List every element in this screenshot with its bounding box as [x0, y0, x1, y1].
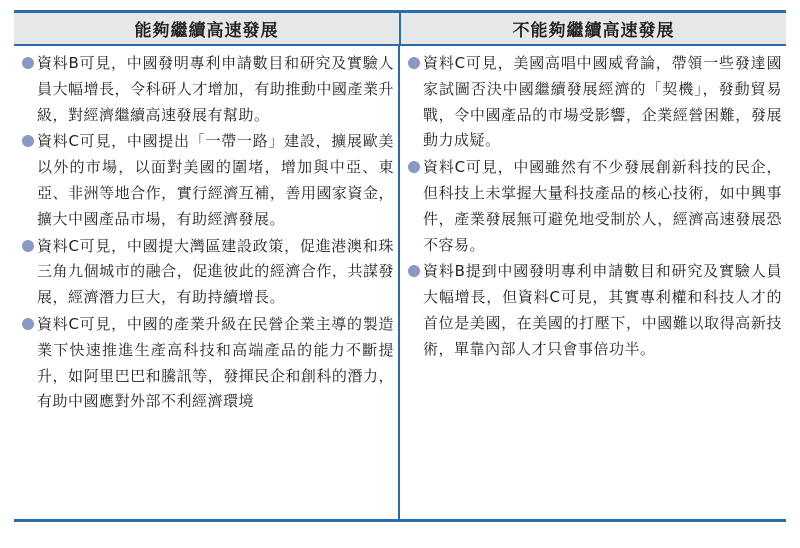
column-cannot-sustain [400, 46, 786, 519]
bullet-icon [22, 135, 34, 147]
list-item-text: 資料C可見，中國提大灣區建設政策，促進港澳和珠三角九個城市的融合，促進彼此的經濟合作，共謀發展，經濟潛力巨大，有助持續增長。 [37, 236, 394, 307]
bullet-icon [408, 57, 420, 69]
list-item [22, 51, 394, 128]
bullet-icon [22, 318, 34, 330]
list-item [22, 129, 394, 232]
list-item [22, 312, 394, 415]
list-item [22, 234, 394, 311]
list-item-text: 資料B提到中國發明專利申請數目和研究及實驗人員大幅增長，但資料C可見，其實專利權和科技人才的首位是美國，在美國的打壓下，中國難以取得高新技術，單靠內部人才只會事倍功半。 [423, 262, 782, 358]
list-item [408, 155, 782, 258]
column-can-sustain [14, 46, 400, 519]
list-item-text: 資料B可見，中國發明專利申請數目和研究及實驗人員大幅增長，令科研人才增加，有助推動中國產業升級，對經濟繼續高速發展有幫助。 [37, 54, 394, 124]
bullet-icon [22, 240, 34, 252]
list-item-text: 資料C可見，中國提出「一帶一路」建設，擴展歐美以外的市場，以面對美國的圍堵，增加與中亞、東亞、非洲等地合作，實行經濟互補，善用國家資金，擴大中國產品市場，有助經濟發展。 [37, 132, 394, 228]
table-body-row [14, 46, 786, 519]
table-header-row [14, 13, 786, 46]
list-item-text: 資料C可見，中國雖然有不少發展創新科技的民企，但科技上未掌握大量科技產品的核心技術，如中興事件，產業發展無可避免地受制於人，經濟高速發展恐不容易。 [423, 158, 782, 254]
bullet-icon [22, 57, 34, 69]
comparison-table [14, 10, 786, 522]
list-item [408, 51, 782, 154]
header-cannot-sustain: 不能夠繼續高速發展 [512, 21, 675, 41]
list-item-text: 資料C可見，美國高唱中國威脅論，帶領一些發達國家試圖否決中國繼續發展經濟的「契機」，發動貿易戰，令中國產品的市場受影響，企業經營困難，發展動力成疑。 [423, 54, 782, 150]
header-can-sustain: 能夠繼續高速發展 [14, 13, 401, 44]
bullet-icon [408, 161, 420, 173]
list-item [408, 259, 782, 362]
bullet-icon [408, 265, 420, 277]
list-item-text: 資料C可見，中國的產業升級在民營企業主導的製造業下快速推進生產高科技和高端產品的能力不斷提升，如阿里巴巴和騰訊等，發揮民企和創科的潛力，有助中國應對外部不利經濟環境 [37, 314, 394, 411]
